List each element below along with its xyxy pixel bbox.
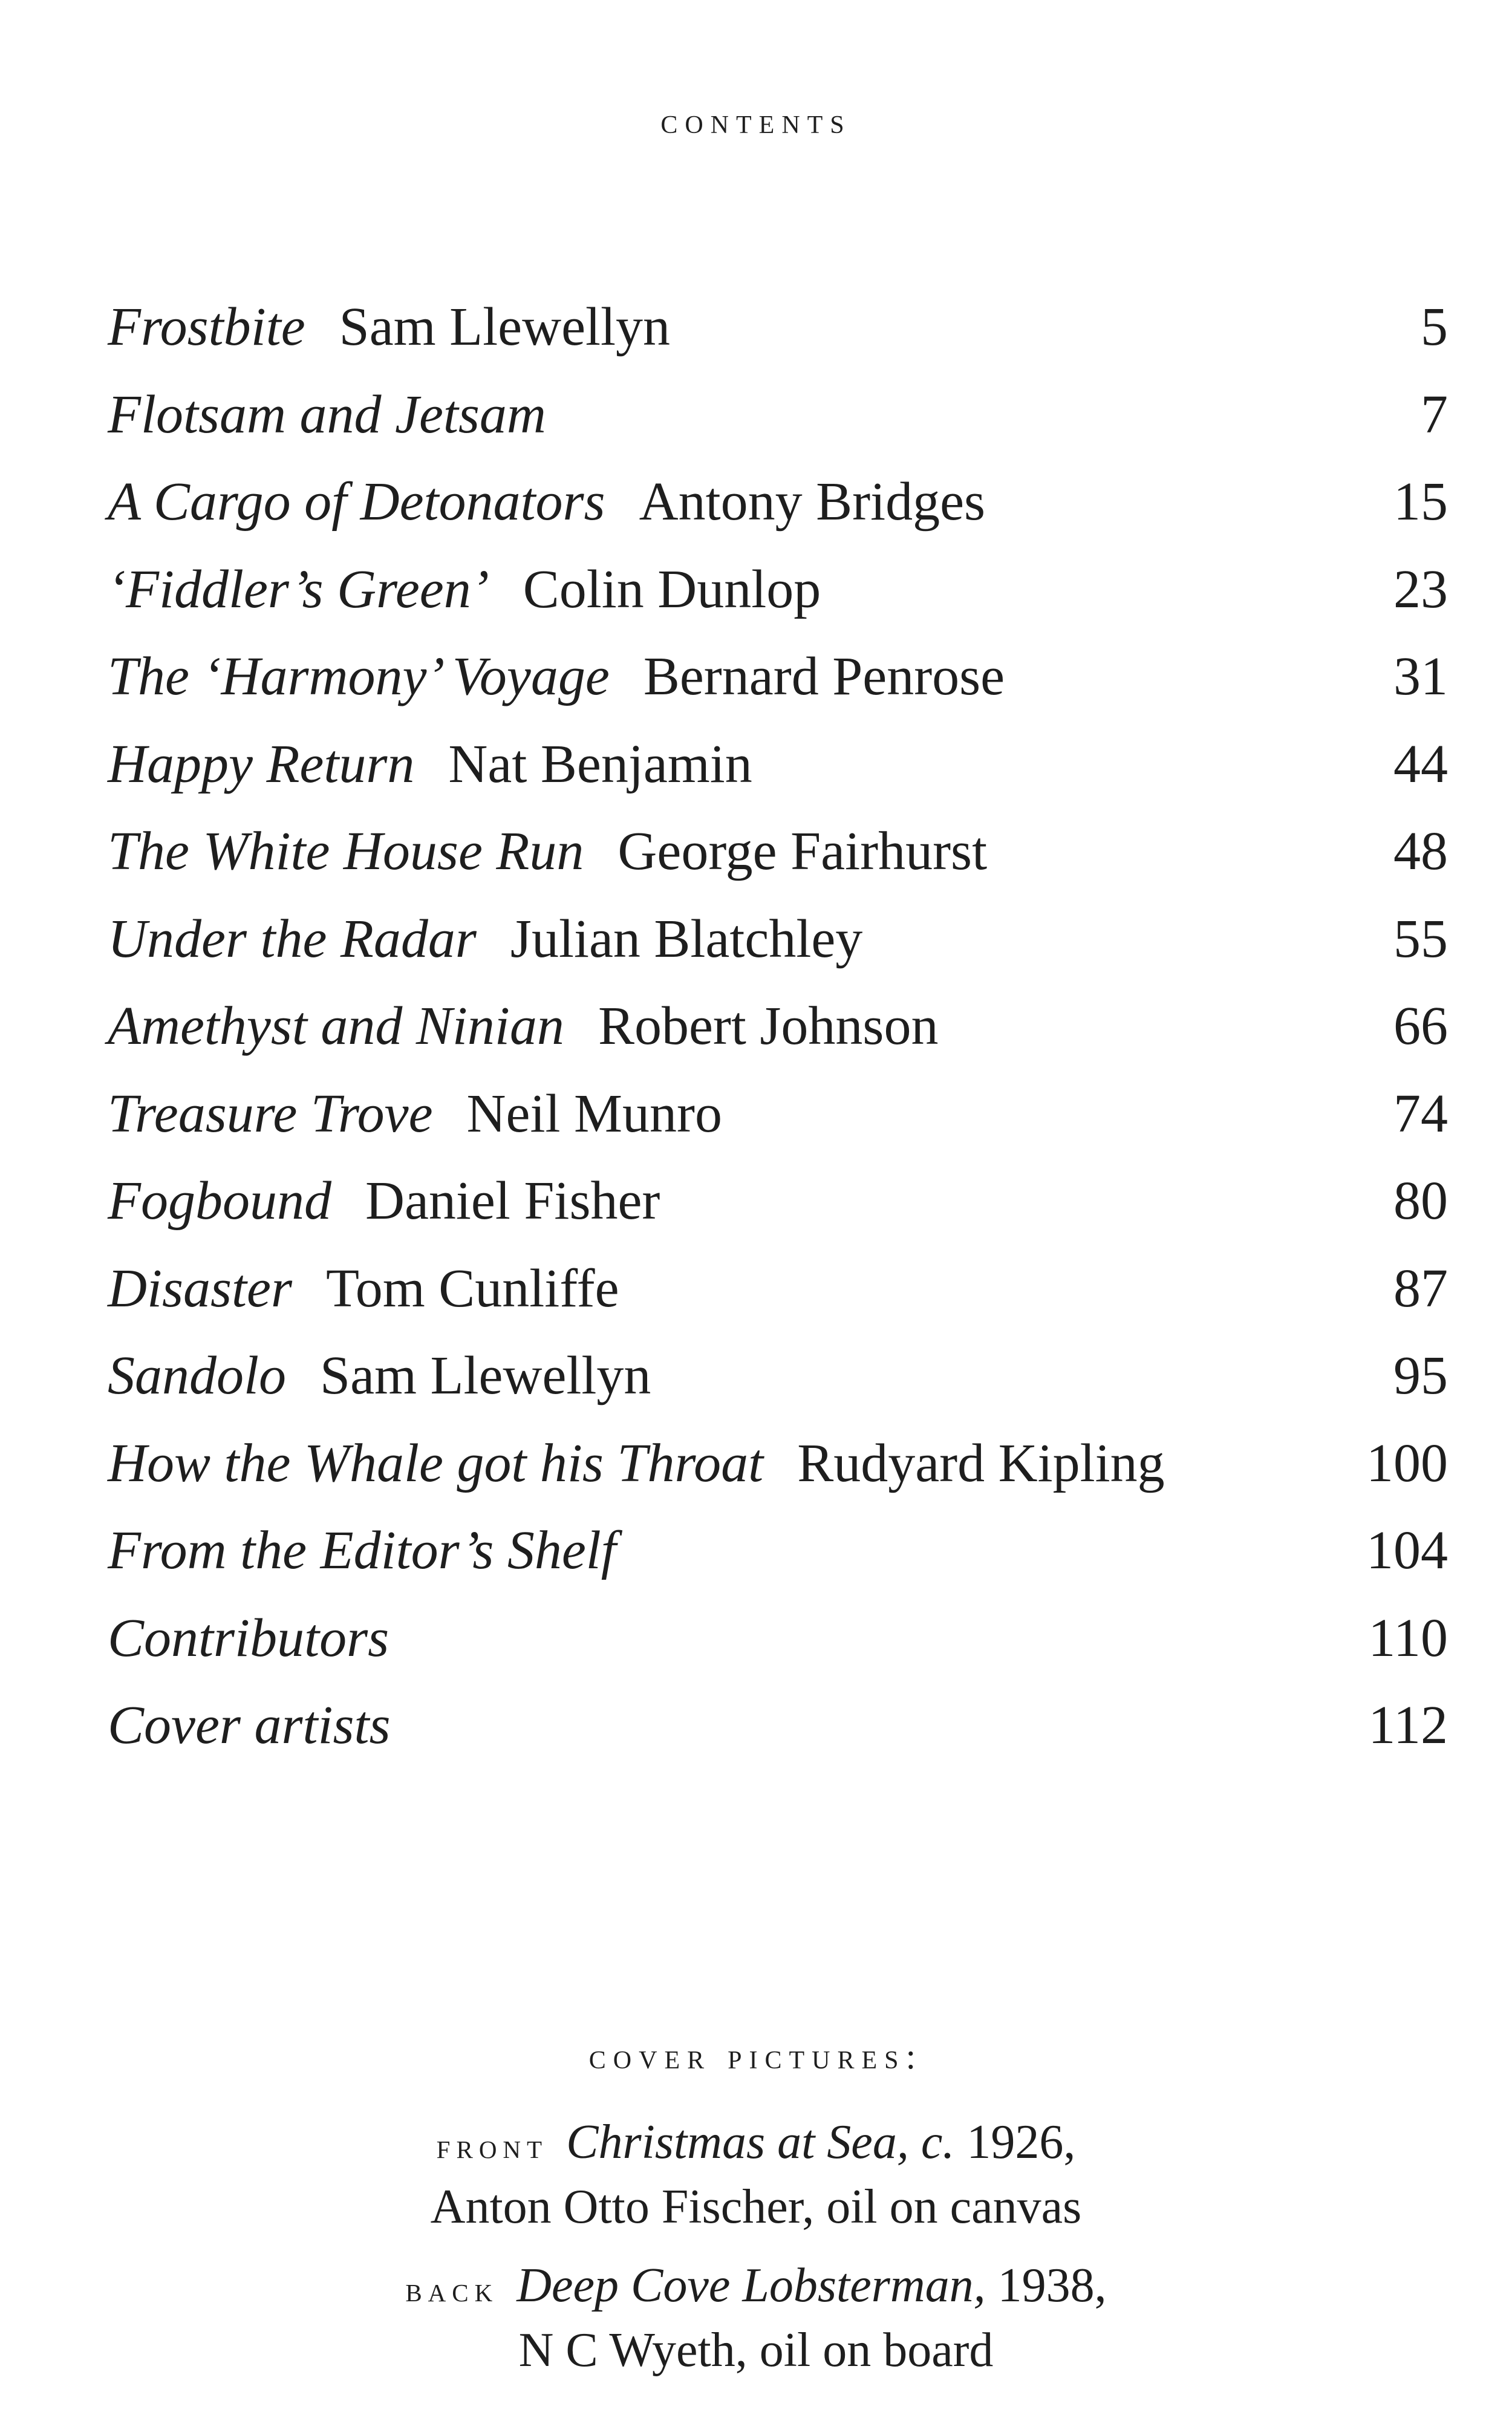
front-label: front	[436, 2126, 549, 2166]
toc-author: Julian Blatchley	[510, 908, 863, 969]
toc-entry[interactable]	[108, 384, 1448, 475]
back-cover-credit: N C Wyeth, oil on board	[518, 2324, 994, 2377]
contents-heading: contents	[660, 101, 852, 141]
toc-entry[interactable]	[108, 1346, 1448, 1436]
toc-author: Antony Bridges	[639, 472, 986, 532]
toc-page-number: 95	[1393, 1346, 1448, 1406]
cover-pictures-heading: cover pictures:	[588, 2036, 924, 2076]
front-cover-date: 1926,	[954, 2116, 1076, 2169]
toc-entry[interactable]	[108, 1608, 1448, 1699]
table-of-contents	[108, 297, 1448, 1786]
toc-entry[interactable]	[108, 559, 1448, 650]
toc-entry[interactable]	[108, 647, 1448, 737]
toc-page-number: 23	[1393, 559, 1448, 619]
toc-title: A Cargo of Detonators	[108, 472, 605, 532]
toc-title: Frostbite	[108, 297, 305, 357]
toc-entry[interactable]	[108, 1433, 1448, 1524]
toc-page-number: 74	[1393, 1083, 1448, 1144]
toc-author: Nat Benjamin	[448, 734, 752, 794]
toc-title: ‘Fiddler’s Green’	[108, 559, 489, 619]
toc-entry[interactable]	[108, 1171, 1448, 1262]
toc-entry[interactable]	[108, 1520, 1448, 1611]
front-cover-credit: Anton Otto Fischer, oil on canvas	[430, 2180, 1082, 2234]
toc-author: Bernard Penrose	[643, 647, 1005, 706]
back-cover-entry	[0, 2255, 1512, 2381]
toc-page-number: 112	[1368, 1695, 1448, 1755]
toc-author: Sam Llewellyn	[320, 1346, 651, 1406]
toc-title: Flotsam and Jetsam	[108, 384, 546, 445]
toc-author: Daniel Fisher	[365, 1171, 660, 1231]
toc-title: From the Editor’s Shelf	[108, 1520, 616, 1580]
back-label: back	[405, 2270, 499, 2309]
front-cover-line	[0, 2112, 1512, 2177]
toc-entry[interactable]	[108, 908, 1448, 1000]
toc-author: Sam Llewellyn	[339, 297, 671, 357]
front-cover-entry	[0, 2112, 1512, 2237]
toc-entry[interactable]	[108, 821, 1448, 912]
toc-entry[interactable]	[108, 1695, 1448, 1786]
toc-title: How the Whale got his Throat	[108, 1433, 764, 1493]
toc-page-number: 7	[1421, 384, 1448, 445]
toc-title: Sandolo	[108, 1346, 287, 1406]
toc-title: Happy Return	[108, 734, 415, 794]
toc-author: Tom Cunliffe	[326, 1258, 619, 1318]
back-cover-date: 1938,	[985, 2259, 1107, 2312]
toc-title: The White House Run	[108, 821, 584, 881]
toc-title: Cover artists	[108, 1695, 391, 1755]
toc-page-number: 5	[1421, 297, 1448, 357]
toc-title: Disaster	[108, 1258, 293, 1318]
toc-page-number: 44	[1393, 734, 1448, 794]
toc-page-number: 66	[1393, 996, 1448, 1056]
toc-author: George Fairhurst	[618, 821, 988, 881]
toc-page-number: 80	[1393, 1171, 1448, 1231]
toc-entry[interactable]	[108, 472, 1448, 562]
toc-title: Fogbound	[108, 1171, 331, 1231]
toc-page-number: 100	[1366, 1433, 1448, 1493]
toc-title: The ‘Harmony’ Voyage	[108, 647, 610, 706]
toc-entry[interactable]	[108, 734, 1448, 825]
toc-title: Contributors	[108, 1608, 389, 1668]
toc-page-number: 15	[1393, 472, 1448, 532]
toc-author: Neil Munro	[466, 1083, 722, 1144]
toc-author: Rudyard Kipling	[797, 1433, 1165, 1493]
toc-page-number: 31	[1393, 647, 1448, 706]
front-cover-work: Christmas at Sea, c.	[566, 2116, 955, 2169]
toc-author: Robert Johnson	[598, 996, 939, 1056]
back-cover-work: Deep Cove Lobsterman,	[516, 2259, 986, 2312]
toc-entry[interactable]	[108, 297, 1448, 388]
toc-author: Colin Dunlop	[523, 559, 821, 619]
toc-page-number: 55	[1393, 908, 1448, 969]
toc-entry[interactable]	[108, 996, 1448, 1087]
toc-page-number: 110	[1368, 1608, 1448, 1668]
toc-page-number: 48	[1393, 821, 1448, 881]
toc-title: Under the Radar	[108, 908, 477, 969]
toc-page-number: 104	[1366, 1520, 1448, 1580]
toc-title: Treasure Trove	[108, 1083, 433, 1144]
cover-pictures-section	[0, 2038, 1512, 2381]
back-cover-line	[0, 2255, 1512, 2320]
toc-entry[interactable]	[108, 1258, 1448, 1349]
toc-title: Amethyst and Ninian	[108, 996, 564, 1056]
toc-entry[interactable]	[108, 1083, 1448, 1175]
toc-page-number: 87	[1393, 1258, 1448, 1318]
